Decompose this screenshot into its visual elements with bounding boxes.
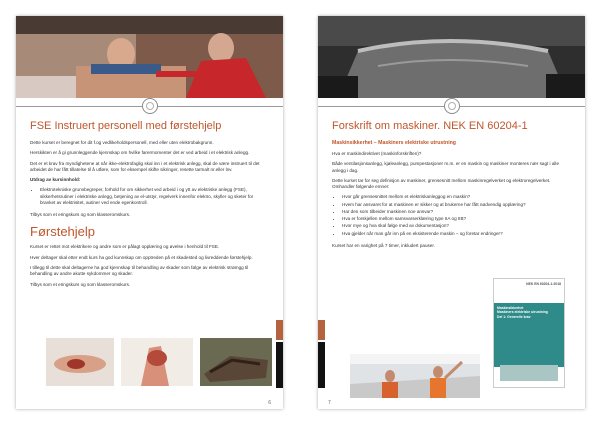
right-content	[332, 120, 571, 253]
bullet-item: • Har den som tilbeider maskinen noe ansvar?	[342, 209, 571, 215]
header-separator	[318, 98, 585, 114]
page-number: 6	[268, 400, 271, 406]
bullet-item: • Hva gjelder når man går inn på en eksisterende maskin – og foretar endringer?	[342, 231, 571, 237]
workers-photo	[350, 354, 480, 398]
left-content	[30, 120, 269, 292]
machine-photo	[318, 16, 585, 98]
book-cover-code: NEK EN 60204-1:2018	[526, 282, 561, 286]
right-paragraph-1: Hva er maskindirektivet (maskinforskriften)?	[332, 151, 422, 156]
side-tab-accent	[318, 320, 325, 340]
section2-paragraph-1: Kurset er rettet mot elektrikere og andre som er pålagt opplæring og øvelse i henhold til FSE.	[30, 244, 220, 250]
content-heading: Utdrag av kursinnhold:	[30, 177, 81, 183]
section2-paragraph-3: I tillegg til dette skal deltagerne ha god kjennskap til behandling av skader som følge av elektrisk strømgg til behandling av andre akutte sykdommer og skader.	[30, 264, 249, 277]
right-bullet-list	[332, 194, 571, 236]
injury-photo-2	[121, 338, 193, 386]
bullet-item: • Hvor mye og hva skal følge med av dokumentasjon?	[342, 223, 571, 229]
right-paragraph-2: Både ventilasjonsanlegg, kjøleanlegg, pumpestasjoner m.m. er en maskin og maskiner monteres nær sagt i alle anlegg i dag.	[332, 161, 559, 173]
right-closing: Kurset har en varighet på 7 timer, inkludert pauser.	[332, 242, 435, 248]
book-cover-image	[500, 365, 558, 381]
left-page	[16, 16, 283, 409]
intro-paragraph-2: Herskikten er å gi grunnleggende kjennskap om hvilke farermomenter det er ved arbeid i et elektrisk anlegg.	[30, 150, 250, 156]
left-page-title: FSE Instruert personell med førstehjelp	[30, 120, 222, 132]
right-subtitle: Maskinsikkerhet – Maskiners elektriske utrustning	[332, 140, 456, 146]
header-separator	[16, 98, 283, 114]
section2-paragraph-4: Tilbys som et eringskurs og som klasseromskurs.	[30, 281, 131, 287]
left-closing: Tilbys som et eringskurs og som klasseromskurs.	[30, 212, 131, 218]
bullet-item: • Hvor går grensesnittet mellom et elektriskanleggog en maskin?	[342, 194, 571, 200]
intro-paragraph-3: Det er et krav fra myndighetene at når ikke-elektrofaglig skal inn i et elektrisk anlegg, skal de være instruert til det arbeidet de har fått tillatelse til å utføre, som for eksempel skifte sikringer, resette tarmalt nr.eller lnv.	[30, 160, 260, 172]
book-cover-title: Maskinsikkerhet	[497, 306, 524, 310]
right-page	[318, 16, 585, 409]
right-page-title: Forskrift om maskiner. NEK EN 60204-1	[332, 120, 528, 132]
intro-paragraph-1: Dette kurset er beregnet for dit f.og vedlikeholdspersonell, med eller uten elektrobakgrunn.	[30, 140, 214, 145]
section-title-forstehjelp: Førstehjelp	[30, 224, 96, 240]
book-cover-part: Del 1: Generelle krav	[497, 314, 531, 319]
nek-book-cover	[493, 278, 565, 388]
injury-photo-3	[200, 338, 272, 386]
first-aid-photo	[16, 16, 283, 98]
section2-paragraph-2: Hver deltager skal etter endt kurs ha god kunnskap om opptreden på et skadested og livreddende førstehjelp.	[30, 254, 253, 260]
book-cover-band	[494, 303, 564, 367]
side-tab-dark	[318, 342, 325, 388]
bullet-item: • Hva er forskjellen mellom samsvarserklæring type IIA og IIB?	[342, 216, 571, 222]
side-tab-accent	[276, 320, 283, 340]
bullet-item: • Hvem har ansvaret for at maskinen er sikker og at brukerne har fått nødvendig opplæring?	[342, 202, 571, 208]
right-paragraph-3: Dette kurset tar for seg definisjon av maskiner, grensesnitt mellom maskinregelverket og elektroregelverket. Omhandler følgende emner:	[332, 177, 551, 190]
content-list	[30, 187, 269, 206]
book-cover-subtitle: Maskiners elektriske utrustning	[497, 310, 548, 315]
content-list-item: • Elektrotekniske grunnbegreper, forhold for om sikkerhet ved arbeid i og ytt av elektriske anlegg (FSE), sikkerhetsrutiner i elektriske anlegg, betjening av el-utstyr, regelverk innenfor elektro, skyller og sketer for branket av elektrisitet, autiner ved ende egenkontroll.	[40, 187, 269, 206]
page-number: 7	[328, 400, 331, 406]
side-tab-dark	[276, 342, 283, 388]
injury-photo-1	[46, 338, 114, 386]
